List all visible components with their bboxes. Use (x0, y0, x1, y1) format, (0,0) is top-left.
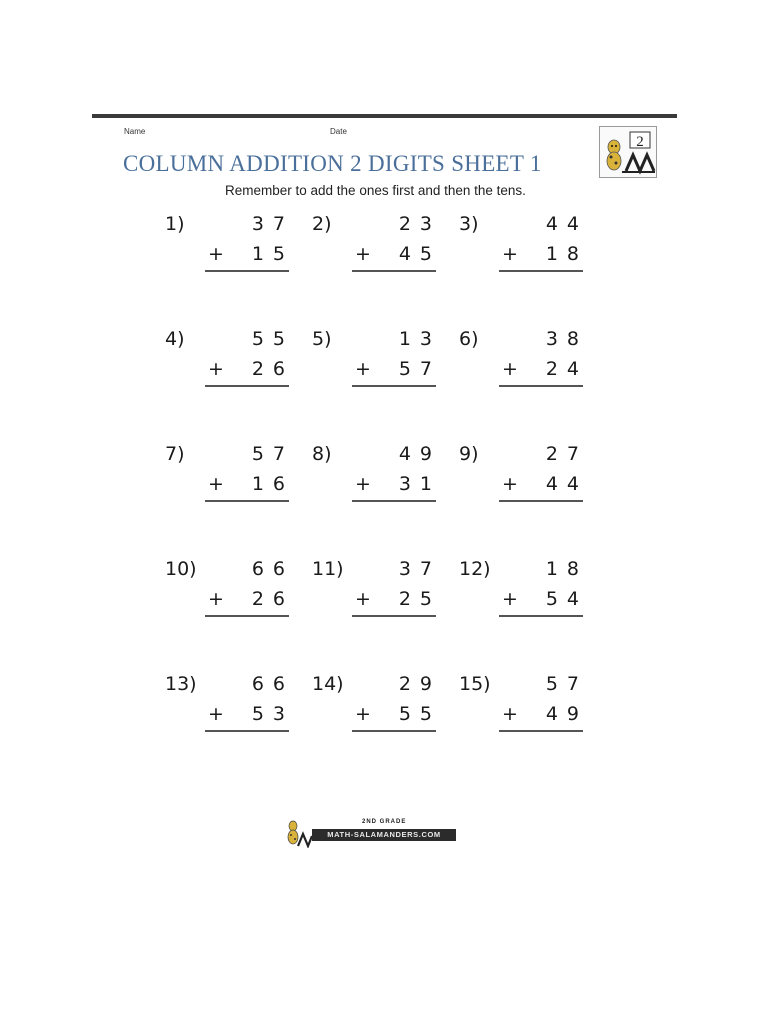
problem-number: 4) (165, 328, 185, 350)
bottom-row (208, 473, 294, 499)
plus-sign: + (355, 473, 371, 495)
bottom-addend: 16 (251, 473, 294, 495)
problem-13 (165, 673, 294, 735)
problem-number: 3) (459, 213, 479, 235)
plus-sign: + (208, 243, 224, 265)
date-label: Date (330, 127, 347, 136)
bottom-addend: 45 (398, 243, 441, 265)
plus-sign: + (355, 243, 371, 265)
answer-line (205, 730, 289, 732)
bottom-row (502, 358, 588, 384)
top-addend: 37 (398, 558, 441, 580)
bottom-row (208, 243, 294, 269)
footer-grade-text: 2ND GRADE (362, 819, 407, 825)
grade-badge-number: 2 (636, 134, 644, 150)
answer-line (352, 500, 436, 502)
top-addend: 23 (398, 213, 441, 235)
plus-sign: + (502, 473, 518, 495)
footer-site-banner: MATH-SALAMANDERS.COM (312, 829, 456, 841)
problem-9 (459, 443, 588, 505)
top-addend: 18 (545, 558, 588, 580)
answer-line (499, 615, 583, 617)
bottom-addend: 15 (251, 243, 294, 265)
name-label: Name (124, 127, 146, 136)
plus-sign: + (208, 358, 224, 380)
bottom-row (502, 703, 588, 729)
problem-15 (459, 673, 588, 735)
top-addend: 66 (251, 673, 294, 695)
problem-number: 9) (459, 443, 479, 465)
top-addend: 44 (545, 213, 588, 235)
answer-line (499, 270, 583, 272)
bottom-addend: 44 (545, 473, 588, 495)
bottom-addend: 54 (545, 588, 588, 610)
bottom-addend: 26 (251, 358, 294, 380)
bottom-addend: 31 (398, 473, 441, 495)
answer-line (352, 270, 436, 272)
top-addend: 27 (545, 443, 588, 465)
top-addend: 49 (398, 443, 441, 465)
plus-sign: + (502, 358, 518, 380)
grade-logo (599, 126, 657, 178)
problem-6 (459, 328, 588, 390)
problem-number: 1) (165, 213, 185, 235)
answer-line (499, 385, 583, 387)
top-addend: 13 (398, 328, 441, 350)
problem-4 (165, 328, 294, 390)
bottom-row (355, 243, 441, 269)
problem-11 (312, 558, 441, 620)
bottom-row (355, 588, 441, 614)
problem-number: 14) (312, 673, 344, 695)
plus-sign: + (502, 588, 518, 610)
answer-line (205, 270, 289, 272)
top-addend: 38 (545, 328, 588, 350)
answer-line (499, 730, 583, 732)
bottom-addend: 49 (545, 703, 588, 725)
top-addend: 29 (398, 673, 441, 695)
plus-sign: + (502, 703, 518, 725)
problem-14 (312, 673, 441, 735)
problem-5 (312, 328, 441, 390)
plus-sign: + (355, 703, 371, 725)
plus-sign: + (208, 473, 224, 495)
bottom-row (502, 588, 588, 614)
top-addend: 66 (251, 558, 294, 580)
bottom-row (355, 473, 441, 499)
problem-number: 10) (165, 558, 197, 580)
bottom-addend: 57 (398, 358, 441, 380)
problem-number: 6) (459, 328, 479, 350)
problems-grid (165, 213, 588, 753)
problem-8 (312, 443, 441, 505)
bottom-addend: 24 (545, 358, 588, 380)
answer-line (205, 385, 289, 387)
bottom-addend: 18 (545, 243, 588, 265)
problem-number: 11) (312, 558, 344, 580)
problem-7 (165, 443, 294, 505)
answer-line (499, 500, 583, 502)
problem-number: 12) (459, 558, 491, 580)
bottom-row (502, 243, 588, 269)
top-addend: 37 (251, 213, 294, 235)
answer-line (205, 615, 289, 617)
top-addend: 55 (251, 328, 294, 350)
problem-number: 7) (165, 443, 185, 465)
problem-2 (312, 213, 441, 275)
problem-3 (459, 213, 588, 275)
plus-sign: + (208, 588, 224, 610)
problem-1 (165, 213, 294, 275)
answer-line (205, 500, 289, 502)
bottom-row (208, 358, 294, 384)
answer-line (352, 615, 436, 617)
bottom-row (355, 358, 441, 384)
bottom-addend: 55 (398, 703, 441, 725)
problem-12 (459, 558, 588, 620)
answer-line (352, 730, 436, 732)
problem-number: 2) (312, 213, 332, 235)
bottom-addend: 26 (251, 588, 294, 610)
bottom-row (502, 473, 588, 499)
top-addend: 57 (545, 673, 588, 695)
top-rule (92, 114, 677, 118)
bottom-row (208, 588, 294, 614)
top-addend: 57 (251, 443, 294, 465)
plus-sign: + (355, 588, 371, 610)
answer-line (352, 385, 436, 387)
salamander-footer-icon (284, 818, 314, 848)
bottom-addend: 53 (251, 703, 294, 725)
instructions-text: Remember to add the ones first and then the tens. (225, 183, 526, 198)
plus-sign: + (502, 243, 518, 265)
problem-number: 15) (459, 673, 491, 695)
plus-sign: + (208, 703, 224, 725)
bottom-row (208, 703, 294, 729)
problem-number: 13) (165, 673, 197, 695)
problem-10 (165, 558, 294, 620)
problem-number: 5) (312, 328, 332, 350)
problem-number: 8) (312, 443, 332, 465)
salamander-logo-icon (600, 127, 656, 177)
bottom-addend: 25 (398, 588, 441, 610)
worksheet-title: COLUMN ADDITION 2 DIGITS SHEET 1 (123, 151, 542, 176)
bottom-row (355, 703, 441, 729)
plus-sign: + (355, 358, 371, 380)
